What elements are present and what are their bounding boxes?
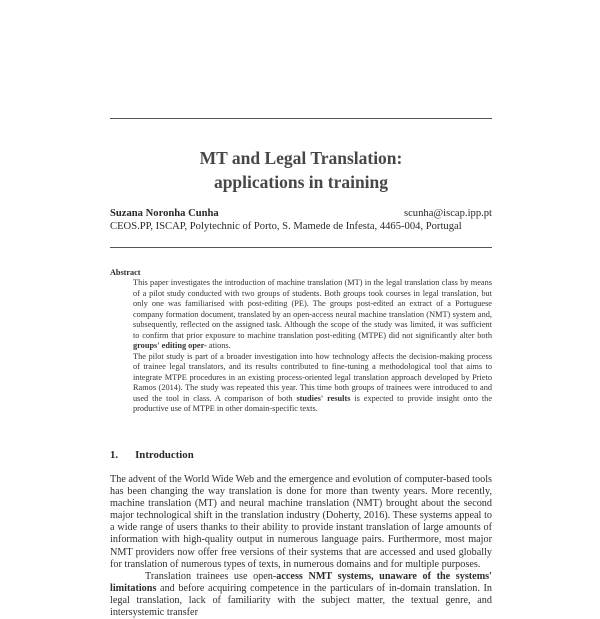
section-heading-introduction: [110, 448, 194, 462]
abstract-emphasis: groups' editing oper-: [133, 341, 207, 350]
author-email[interactable]: scunha@iscap.ipp.pt: [403, 208, 492, 219]
intro-text: and before acquiring competence in the particulars of in-domain translation. In legal translation, lack of familiarity with the subject matter, the textual genre, and intersystemic transfer: [110, 582, 492, 619]
abstract-text: This paper investigates the introduction of machine translation (MT) in the legal translation class by means of a pilot study conducted with two groups of students. Both groups took courses in legal translation, but only one was familiarised with post-editing (PE). The groups post-edited an extract of a Portuguese company formation document, translated by an open-access neural machine translation (NMT) system and, subsequently, reflected on the assigned task. Although the scope of the study was limited, it was sufficient to confirm that prior exposure to machine translation post-editing (MTPE) did not significantly alter both: [133, 278, 492, 340]
abstract-label: Abstract: [110, 268, 141, 277]
abstract-emphasis: studies' results: [296, 393, 351, 403]
intro-paragraph-2: [110, 571, 492, 619]
abstract-text: ations.: [208, 341, 231, 350]
section-title: Introduction: [135, 449, 194, 461]
title-line-1: MT and Legal Translation:: [199, 148, 403, 168]
abstract-paragraph-1: [133, 278, 492, 352]
abstract-text: The pilot study is part of a broader investigation into how technology affects the decision-making process of trainee legal translators, and its results contributed to fine-tuning a methodological tool that aims to integrate MTPE procedures in an existing process-oriented legal translation approach developed by Prieto Ramos (2014). The study was repeated this year. This time both groups of trainees were introduced to and used the tool in class. A comparison of both: [133, 351, 492, 403]
title-line-2: applications in training: [213, 172, 389, 192]
abstract-paragraph-2: [133, 352, 492, 415]
paper-title: [110, 146, 492, 194]
introduction-body: [110, 474, 492, 619]
intro-paragraph-1: The advent of the World Wide Web and the emergence and evolution of computer-based tools has been changing the way translation is done for more than twenty years. More recently, machine translation (MT) and neural machine translation (NMT) brought about the second major technological shift in the translation industry (Doherty, 2016). These systems appeal to a wide range of users thanks to their ability to provide instant translation of large amounts of information with high-quality output in numerous language pairs. Furthermore, most major NMT providers now offer free versions of their systems that are accessed and used globally for translation of numerous types of texts, in numerous domains and for multiple purposes.: [110, 474, 492, 570]
author-row: [110, 207, 492, 220]
author-name: Suzana Noronha Cunha: [110, 208, 219, 219]
intro-text: Translation trainees use open-: [145, 570, 277, 582]
header-rule-bottom: [110, 247, 492, 248]
intro-emphasis: access NMT systems, unaware of the systems' limitations: [110, 570, 492, 594]
section-number: 1.: [110, 449, 119, 461]
abstract-text: is expected to provide insight onto the productive use of MTPE in other domain-specific texts.: [133, 393, 493, 413]
author-affiliation: CEOS.PP, ISCAP, Polytechnic of Porto, S. Mamede de Infesta, 4465-004, Portugal: [110, 221, 462, 232]
header-rule-top: [110, 118, 492, 119]
abstract-body: [133, 278, 492, 415]
